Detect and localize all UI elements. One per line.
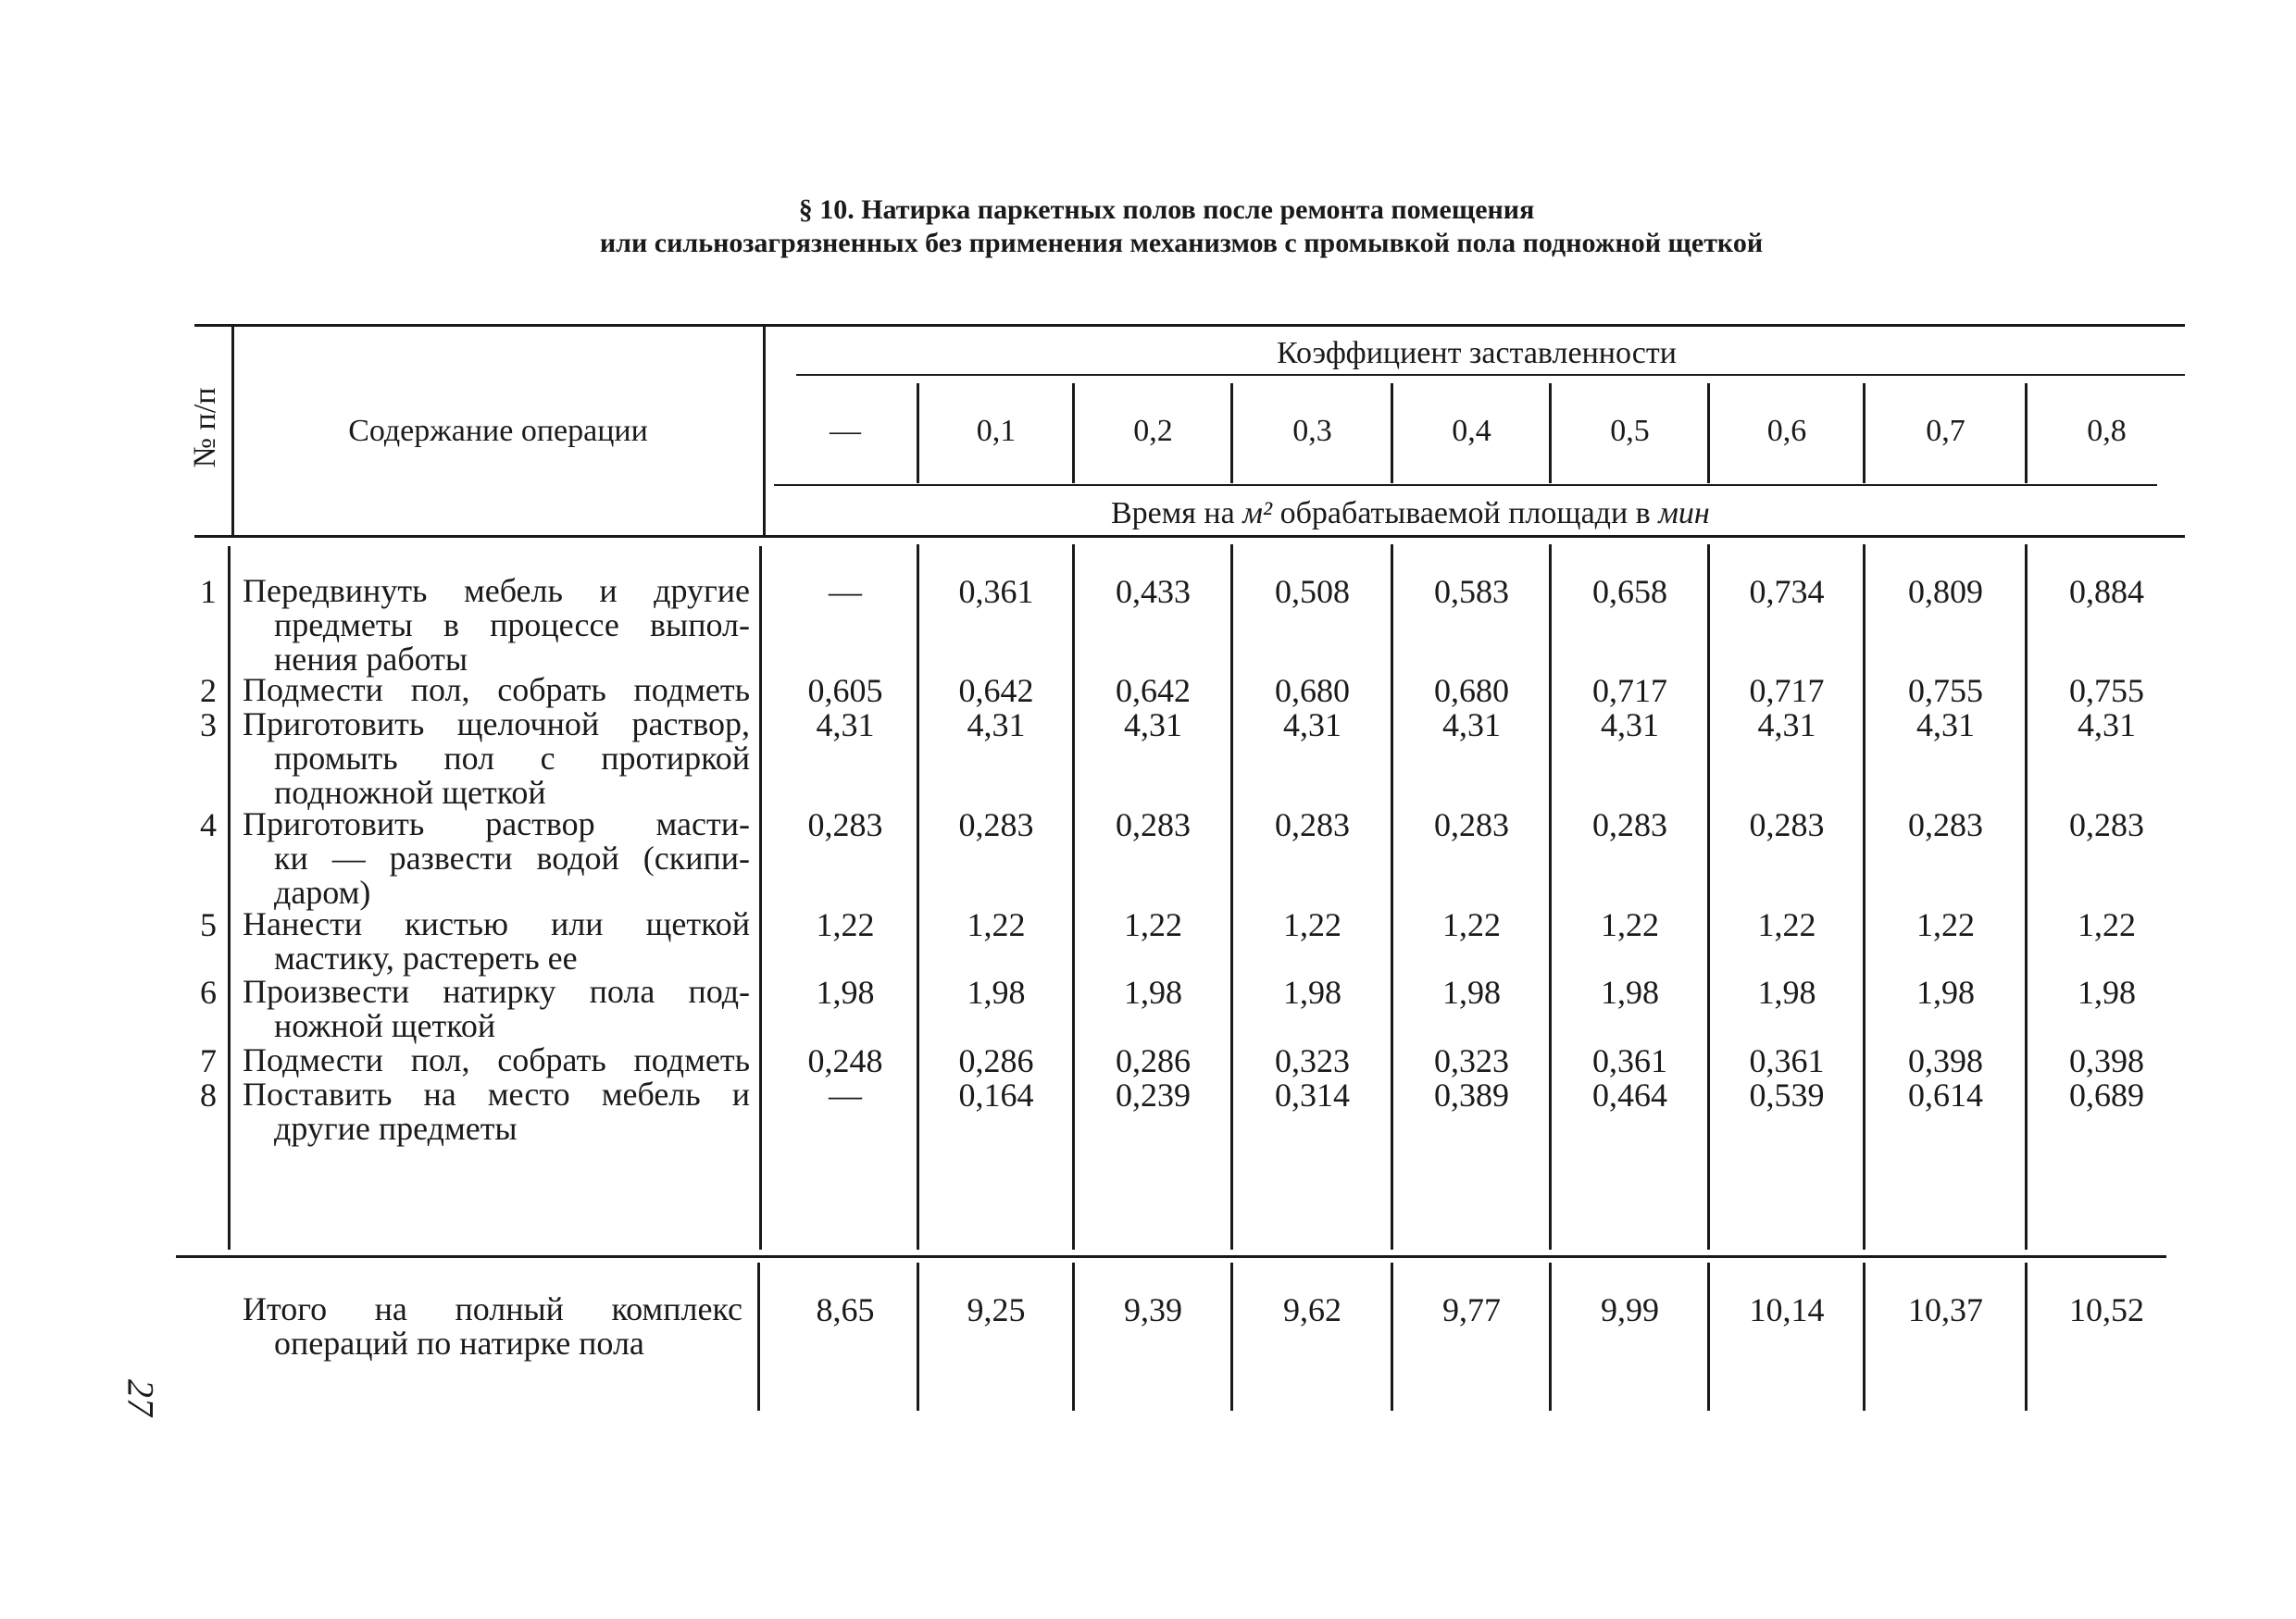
time-value-cell: 0,755 <box>2069 672 2144 709</box>
coefficient-value: 0,3 <box>1292 414 1332 448</box>
coef-col-divider <box>1549 1263 1552 1411</box>
coef-col-divider <box>917 544 919 1250</box>
time-value-cell: 0,323 <box>1275 1042 1350 1079</box>
row-number: 8 <box>200 1077 217 1114</box>
total-value-cell: 9,62 <box>1283 1291 1341 1328</box>
coef-values-rule <box>774 484 2157 486</box>
time-value-cell: 0,361 <box>958 573 1034 610</box>
operation-line: ножной щеткой <box>274 1007 496 1044</box>
section-title-line-1: § 10. Натирка паркетных полов после ремонта помещения <box>798 194 1535 225</box>
coef-col-divider <box>1230 1263 1233 1411</box>
time-value-cell: 1,98 <box>967 974 1026 1011</box>
operation-line: Нанести кистью или щеткой <box>243 905 750 942</box>
coef-col-divider <box>1549 544 1552 1250</box>
coefficient-value: 0,6 <box>1766 414 1807 448</box>
table-top-rule <box>194 324 2185 327</box>
time-value-cell: 0,539 <box>1749 1077 1825 1114</box>
total-value-cell: 9,99 <box>1601 1291 1659 1328</box>
time-value-cell: 1,98 <box>1916 974 1975 1011</box>
col-divider-op <box>759 546 762 1250</box>
row-number: 7 <box>200 1042 217 1079</box>
time-value-cell: 0,283 <box>1275 806 1350 843</box>
operation-description <box>243 1077 750 1146</box>
time-value-cell: 0,361 <box>1592 1042 1667 1079</box>
operation-line: предметы в процессе выпол- <box>274 606 750 643</box>
operation-line: ки — развести водой (скипи- <box>274 840 750 877</box>
coef-col-divider <box>1391 383 1393 483</box>
coefficient-value: 0,1 <box>976 414 1017 448</box>
time-value-cell: 0,755 <box>1908 672 1983 709</box>
time-value-cell: 1,22 <box>1124 906 1182 943</box>
time-value-cell: 1,22 <box>1601 906 1659 943</box>
time-value-cell: 1,22 <box>967 906 1026 943</box>
time-value-cell: 0,433 <box>1116 573 1191 610</box>
time-value-cell: 1,22 <box>1442 906 1501 943</box>
total-top-rule <box>176 1255 2166 1258</box>
time-value-cell: 0,283 <box>2069 806 2144 843</box>
time-value-cell: 0,398 <box>1908 1042 1983 1079</box>
time-value-cell: 0,283 <box>1749 806 1825 843</box>
time-value-cell: 0,314 <box>1275 1077 1350 1114</box>
operation-line: Приготовить раствор масти- <box>243 805 750 842</box>
time-value-cell: 0,361 <box>1749 1042 1825 1079</box>
operation-line: Приготовить щелочной раствор, <box>243 705 750 742</box>
time-unit-header: Время на м² обрабатываемой площади в мин <box>1111 496 1710 530</box>
time-value-cell: 0,248 <box>807 1042 883 1079</box>
operation-description <box>243 907 750 976</box>
coef-col-divider <box>1707 1263 1710 1411</box>
coef-col-divider <box>1072 544 1075 1250</box>
time-value-cell: 4,31 <box>2078 706 2136 743</box>
coef-col-divider <box>1863 383 1866 483</box>
total-label <box>243 1292 742 1361</box>
coef-col-divider <box>1863 544 1866 1250</box>
coef-col-divider <box>1707 383 1710 483</box>
time-value-cell: 0,239 <box>1116 1077 1191 1114</box>
total-value-cell: 9,25 <box>967 1291 1026 1328</box>
time-value-cell: 0,689 <box>2069 1077 2144 1114</box>
time-value-cell: 0,398 <box>2069 1042 2144 1079</box>
operation-description <box>243 574 750 677</box>
coef-col-divider <box>1863 1263 1866 1411</box>
total-value-cell: 9,39 <box>1124 1291 1182 1328</box>
time-value-cell: 4,31 <box>1916 706 1975 743</box>
operation-line: Подмести пол, собрать подметь <box>243 1041 750 1078</box>
time-value-cell: 0,734 <box>1749 573 1825 610</box>
time-value-cell: 0,283 <box>958 806 1034 843</box>
total-value-cell: 8,65 <box>816 1291 875 1328</box>
coefficient-value: — <box>830 414 861 448</box>
time-value-cell: 4,31 <box>1757 706 1816 743</box>
coefficient-value: 0,7 <box>1926 414 1965 448</box>
time-value-cell: 4,31 <box>1124 706 1182 743</box>
row-number-header: № п/п <box>188 387 222 468</box>
time-value-cell: 0,614 <box>1908 1077 1983 1114</box>
operation-line: мастику, растереть ее <box>274 940 578 977</box>
coef-col-divider <box>1072 383 1075 483</box>
time-value-cell: 0,286 <box>958 1042 1034 1079</box>
operation-line: Произвести натирку пола под- <box>243 973 750 1010</box>
time-value-cell: 0,283 <box>807 806 883 843</box>
time-value-cell: 1,98 <box>1601 974 1659 1011</box>
time-value-cell: 0,717 <box>1749 672 1825 709</box>
time-value-cell: — <box>829 573 862 610</box>
row-number: 2 <box>200 672 217 709</box>
time-value-cell: 0,283 <box>1908 806 1983 843</box>
time-value-cell: 1,22 <box>1757 906 1816 943</box>
coefficient-value: 0,2 <box>1133 414 1173 448</box>
time-value-cell: 0,809 <box>1908 573 1983 610</box>
operation-description <box>243 707 750 810</box>
coef-col-divider <box>1230 544 1233 1250</box>
operation-description <box>243 807 750 910</box>
time-value-cell: 4,31 <box>1601 706 1659 743</box>
time-value-cell: 4,31 <box>1283 706 1341 743</box>
row-number: 3 <box>200 706 217 743</box>
operation-line: промыть пол с протиркой <box>274 740 750 777</box>
section-title-line-2: или сильнозагрязненных без применения механизмов с промывкой пола подножной щеткой <box>599 228 1764 258</box>
time-value-cell: 0,642 <box>958 672 1034 709</box>
time-value-cell: 0,283 <box>1116 806 1191 843</box>
time-value-cell: 0,717 <box>1592 672 1667 709</box>
time-value-cell: 1,22 <box>816 906 875 943</box>
time-value-cell: — <box>829 1077 862 1114</box>
total-value-cell: 10,37 <box>1908 1291 1983 1328</box>
coefficient-value: 0,5 <box>1610 414 1650 448</box>
operation-line: подножной щеткой <box>274 774 546 811</box>
operation-line: Подмести пол, собрать подметь <box>243 671 750 708</box>
time-value-cell: 1,98 <box>1442 974 1501 1011</box>
row-number: 5 <box>200 906 217 943</box>
operation-line: даром) <box>274 874 371 911</box>
header-bottom-rule <box>194 535 2185 538</box>
col-divider-op-total <box>757 1263 760 1411</box>
row-number: 4 <box>200 806 217 843</box>
time-value-cell: 0,642 <box>1116 672 1191 709</box>
coef-col-divider <box>2025 1263 2028 1411</box>
time-value-cell: 0,508 <box>1275 573 1350 610</box>
row-number: 1 <box>200 573 217 610</box>
operation-description <box>243 1043 750 1077</box>
time-value-cell: 0,283 <box>1592 806 1667 843</box>
page-number: 27 <box>119 1379 162 1416</box>
coef-col-divider <box>2025 544 2028 1250</box>
coef-col-divider <box>1391 544 1393 1250</box>
time-value-cell: 1,22 <box>1283 906 1341 943</box>
time-value-cell: 0,464 <box>1592 1077 1667 1114</box>
total-value-cell: 10,52 <box>2069 1291 2144 1328</box>
time-value-cell: 0,605 <box>807 672 883 709</box>
col-divider-no <box>228 546 231 1250</box>
coef-header-rule <box>796 374 2185 376</box>
row-number: 6 <box>200 974 217 1011</box>
coef-col-divider <box>1391 1263 1393 1411</box>
time-value-cell: 0,583 <box>1434 573 1509 610</box>
time-value-cell: 1,98 <box>1124 974 1182 1011</box>
coef-col-divider <box>1549 383 1552 483</box>
coefficient-value: 0,4 <box>1452 414 1491 448</box>
time-value-cell: 0,283 <box>1434 806 1509 843</box>
time-value-cell: 4,31 <box>1442 706 1501 743</box>
time-value-cell: 1,98 <box>1757 974 1816 1011</box>
time-value-cell: 1,22 <box>1916 906 1975 943</box>
operation-line: Поставить на место мебель и <box>243 1076 750 1113</box>
total-value-cell: 9,77 <box>1442 1291 1501 1328</box>
coefficient-header: Коэффициент заставленности <box>1277 336 1677 370</box>
coef-col-divider <box>1707 544 1710 1250</box>
time-value-cell: 1,98 <box>1283 974 1341 1011</box>
time-value-cell: 1,98 <box>2078 974 2136 1011</box>
time-value-cell: 0,286 <box>1116 1042 1191 1079</box>
coef-col-divider <box>917 1263 919 1411</box>
total-value-cell: 10,14 <box>1749 1291 1825 1328</box>
time-value-cell: 4,31 <box>816 706 875 743</box>
total-label-line: Итого на полный комплекс <box>243 1290 742 1327</box>
operation-line: нения работы <box>274 641 468 678</box>
time-value-cell: 0,323 <box>1434 1042 1509 1079</box>
total-label-line: операций по натирке пола <box>274 1325 644 1362</box>
coefficient-value: 0,8 <box>2087 414 2127 448</box>
time-value-cell: 0,658 <box>1592 573 1667 610</box>
operation-description <box>243 673 750 707</box>
time-value-cell: 0,164 <box>958 1077 1034 1114</box>
coef-col-divider <box>1230 383 1233 483</box>
coef-col-divider <box>1072 1263 1075 1411</box>
operation-description <box>243 975 750 1043</box>
time-value-cell: 0,884 <box>2069 573 2144 610</box>
time-value-cell: 1,22 <box>2078 906 2136 943</box>
operation-header: Содержание операции <box>348 414 648 448</box>
time-value-cell: 0,389 <box>1434 1077 1509 1114</box>
time-value-cell: 4,31 <box>967 706 1026 743</box>
operation-line: другие предметы <box>274 1110 518 1147</box>
time-value-cell: 1,98 <box>816 974 875 1011</box>
time-value-cell: 0,680 <box>1434 672 1509 709</box>
time-value-cell: 0,680 <box>1275 672 1350 709</box>
coef-col-divider <box>2025 383 2028 483</box>
operation-line: Передвинуть мебель и другие <box>243 572 750 609</box>
col-divider-op-header <box>763 326 766 537</box>
